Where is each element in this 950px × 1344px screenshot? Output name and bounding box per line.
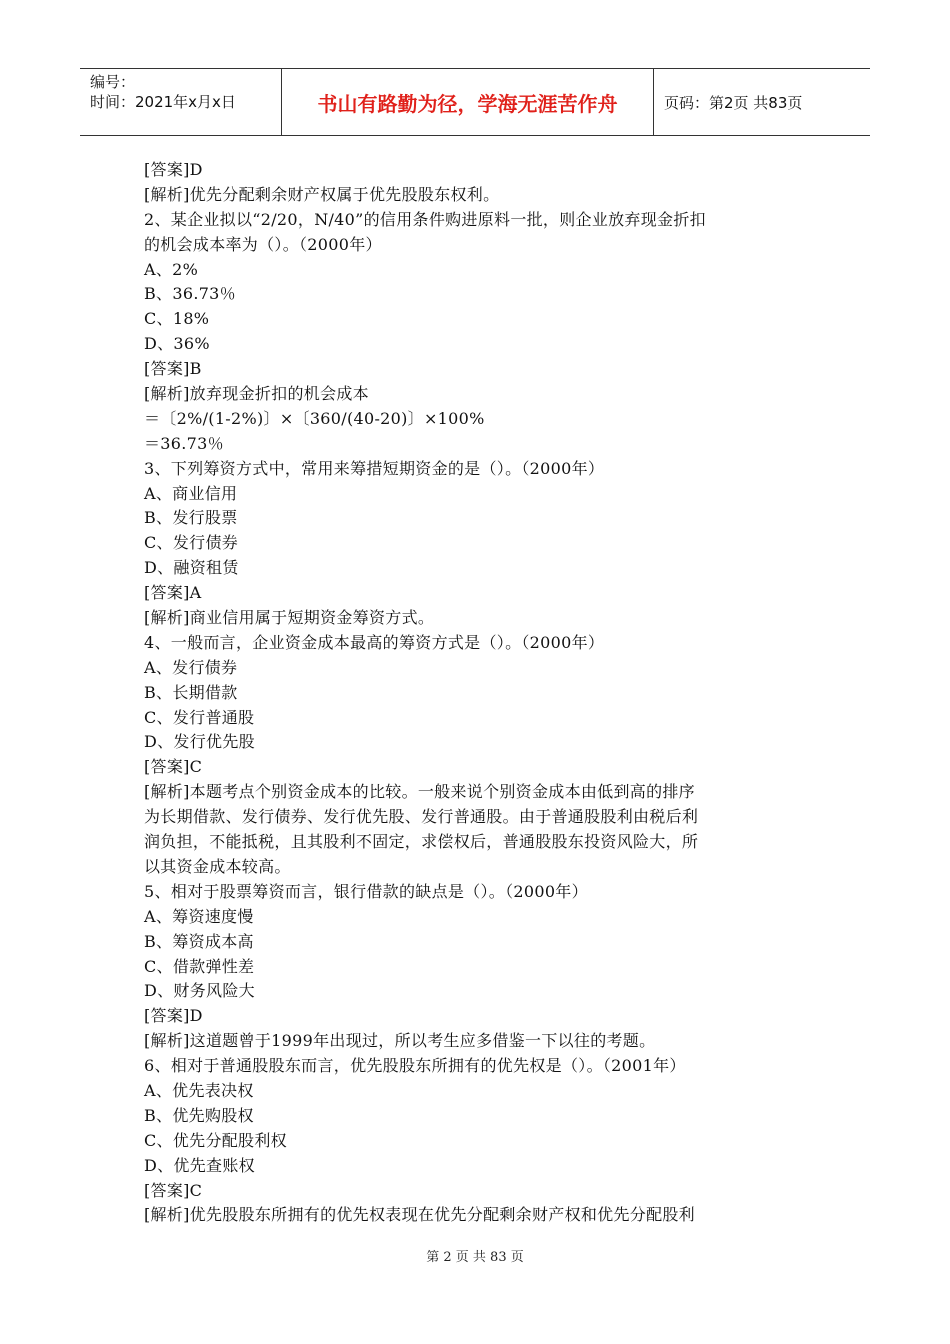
text-line: B、发行股票: [144, 508, 238, 528]
text-line: ＝〔2%/(1-2%)〕×〔360/(40-20)〕×100%: [144, 408, 485, 428]
text-line: ＝36.73％: [144, 433, 224, 453]
text-line: C、发行普通股: [144, 707, 255, 727]
text-line: [答案]C: [144, 757, 203, 777]
text-line: 4、一般而言，企业资金成本最高的筹资方式是（）。（2000年）: [144, 632, 605, 652]
header-page-info: 页码：第2页 共83页: [664, 93, 803, 112]
text-line: D、融资租赁: [144, 558, 239, 578]
text-line: A、2%: [144, 259, 199, 279]
text-line: [解析]商业信用属于短期资金筹资方式。: [144, 608, 435, 628]
text-line: 2、某企业拟以“2/20，N/40”的信用条件购进原料一批，则企业放弃现金折扣: [144, 209, 706, 229]
text-line: 3、下列筹资方式中，常用来筹措短期资金的是（）。（2000年）: [144, 458, 605, 478]
text-line: A、商业信用: [144, 483, 238, 503]
text-line: A、筹资速度慢: [144, 906, 254, 926]
text-line: 为长期借款、发行债券、发行优先股、发行普通股。由于普通股股利由税后利: [144, 807, 699, 827]
text-line: A、发行债券: [144, 657, 238, 677]
text-line: [答案]C: [144, 1180, 203, 1200]
text-line: 的机会成本率为（）。（2000年）: [144, 234, 382, 254]
text-line: [解析]优先分配剩余财产权属于优先股股东权利。: [144, 184, 500, 204]
text-line: C、借款弹性差: [144, 956, 255, 976]
document-body: [144, 158, 804, 1228]
text-line: [答案]B: [144, 359, 202, 379]
text-line: 5、相对于股票筹资而言，银行借款的缺点是（）。（2000年）: [144, 881, 588, 901]
text-line: D、财务风险大: [144, 981, 255, 1001]
text-line: 6、相对于普通股股东而言，优先股股东所拥有的优先权是（）。（2001年）: [144, 1056, 686, 1076]
text-line: 以其资金成本较高。: [144, 856, 291, 876]
text-line: [解析]放弃现金折扣的机会成本: [144, 384, 369, 404]
header-motto: 书山有路勤为径，学海无涯苦作舟: [282, 69, 654, 135]
text-line: B、36.73％: [144, 284, 236, 304]
text-line: [答案]D: [144, 160, 203, 179]
text-line: B、筹资成本高: [144, 931, 254, 951]
text-line: [答案]D: [144, 1006, 203, 1026]
text-line: C、发行债券: [144, 533, 239, 553]
text-line: C、18%: [144, 309, 210, 329]
text-line: B、优先购股权: [144, 1105, 254, 1125]
text-line: A、优先表决权: [144, 1080, 254, 1100]
text-line: D、优先查账权: [144, 1155, 255, 1175]
text-line: [解析]优先股股东所拥有的优先权表现在优先分配剩余财产权和优先分配股利: [144, 1205, 695, 1225]
header-info: [80, 69, 282, 135]
text-line: 润负担，不能抵税，且其股利不固定，求偿权后，普通股股东投资风险大，所: [144, 832, 699, 852]
page-footer: 第 2 页 共 83 页: [426, 1250, 524, 1265]
text-line: [答案]A: [144, 583, 202, 603]
text-line: D、36%: [144, 334, 210, 354]
number-label: 编号：: [90, 73, 136, 91]
page-header: [80, 68, 870, 136]
text-line: [解析]本题考点个别资金成本的比较。一般来说个别资金成本由低到高的排序: [144, 782, 695, 802]
text-line: C、优先分配股利权: [144, 1130, 287, 1150]
text-line: D、发行优先股: [144, 732, 255, 752]
text-line: [解析]这道题曾于1999年出现过，所以考生应多借鉴一下以往的考题。: [144, 1031, 656, 1051]
text-line: B、长期借款: [144, 682, 238, 702]
time-label: 时间：2021年x月x日: [90, 93, 236, 111]
